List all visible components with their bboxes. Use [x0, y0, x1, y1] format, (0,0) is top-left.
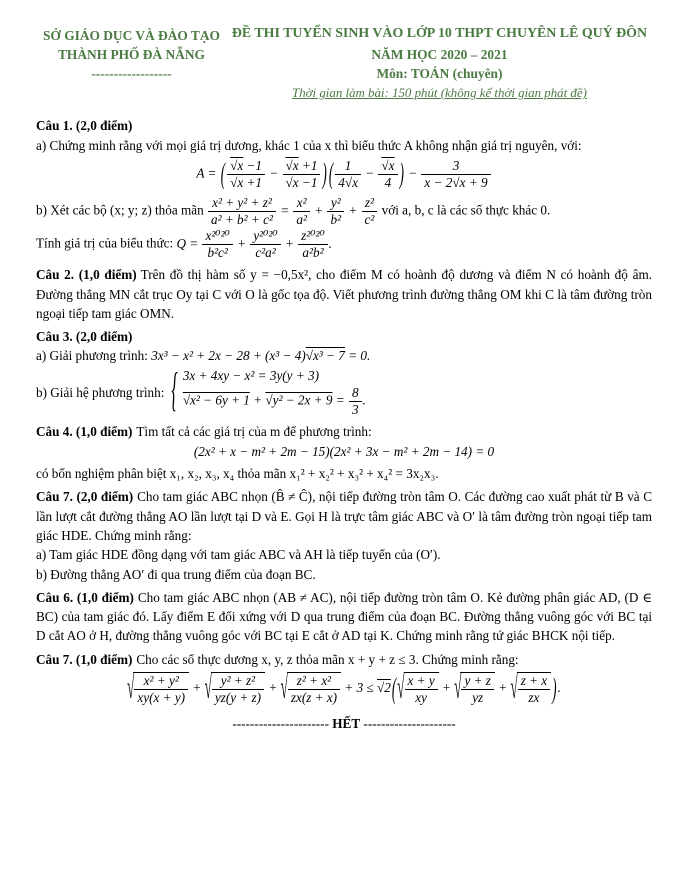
math-token: +1	[298, 157, 318, 173]
math-token: +	[192, 679, 202, 695]
numerator: y²⁰²⁰	[250, 228, 280, 245]
fraction	[226, 158, 266, 191]
math-token: +	[348, 202, 358, 218]
radical-expression: √x	[230, 174, 244, 190]
radical-expression: √x	[344, 174, 358, 190]
math-token: −	[365, 165, 375, 181]
section-cau-6	[36, 588, 652, 646]
cau-4-outro: có bốn nghiệm phân biệt x₁, x₂, x₃, x₄ thỏa mãn x₁² + x₂² + x₃² + x₄² = 3x₂x₃.	[36, 466, 439, 482]
cau-1a-formula	[36, 158, 652, 191]
school-year: NĂM HỌC 2020 – 2021	[371, 46, 508, 62]
cau-4-formula	[36, 444, 652, 460]
fraction	[207, 195, 277, 228]
radical-expression: √x	[452, 174, 466, 190]
denominator: xy(x + y)	[137, 689, 186, 705]
cau-6-text: Cho tam giác ABC nhọn (AB ≠ AC), nội tiếp đường tròn tâm O. Kẻ đường phân giác AD, (D ∈ BC) của tam giác đó. Lấy điểm E đối xứng với D qua trung điểm của đoạn BC. Đường thẳng vuông góc với BC tại D cắt AO ở H, đường thẳng vuông góc với BC tại E cắt ở AD tại K. Chứng minh rằng tứ giác BHCK nội tiếp.	[36, 589, 652, 644]
numerator: y² + z²	[212, 673, 264, 690]
fraction	[133, 673, 189, 706]
numerator: x + y	[405, 673, 438, 690]
fraction	[287, 673, 341, 706]
denominator: yz	[472, 689, 484, 705]
math-token: +	[284, 235, 294, 251]
numerator	[378, 158, 397, 175]
fraction	[460, 673, 494, 706]
cau-7b-intro: Cho các số thực dương x, y, z thỏa mãn x + y + z ≤ 3. Chứng minh rằng:	[136, 651, 519, 667]
cau-1-q-formula	[176, 228, 333, 261]
numerator: x² + y²	[134, 673, 188, 690]
section-cau-2	[36, 265, 652, 323]
cau-4-statement	[36, 422, 652, 441]
denominator: c²	[364, 212, 375, 228]
numerator: 8	[349, 385, 362, 402]
fraction	[282, 158, 322, 191]
cau-7b-heading: Câu 7. (1,0 điểm)	[36, 651, 133, 667]
cau-7a-text: Cho tam giác ABC nhọn (B̂ ≠ Ĉ), nội tiếp đường tròn tâm O. Các đường cao xuất phát từ B và C lần lượt cắt đường thẳng AO lần lượt tại D và E. Gọi H là trực tâm giác ABC và O′ là tâm đường tròn ngoại tiếp tam giác HDE. Chứng minh rằng:	[36, 489, 652, 543]
numerator: y²	[327, 195, 344, 212]
cau-1-q-statement	[36, 228, 652, 261]
radical-expression: √x	[381, 157, 395, 173]
cau-7a-statement	[36, 487, 652, 545]
cau-1-heading: Câu 1. (2,0 điểm)	[36, 118, 133, 134]
issuer-line-2: THÀNH PHỐ ĐÀ NẴNG	[58, 46, 205, 62]
cau-3b-pre: b) Giải hệ phương trình:	[36, 384, 165, 400]
denominator: a²b²	[302, 245, 324, 261]
issuer-line-1: SỞ GIÁO DỤC VÀ ĐÀO TẠO	[42, 28, 220, 43]
denominator	[335, 175, 361, 191]
radical-bar	[211, 672, 265, 706]
math-token: −1	[298, 174, 318, 190]
exam-info-block	[227, 24, 652, 103]
math-token: 4	[338, 174, 345, 190]
denominator: c²a²	[255, 245, 276, 261]
cau-7b-statement	[36, 650, 652, 669]
section-cau-3	[36, 327, 652, 418]
radical-expression: √x	[285, 157, 299, 173]
numerator: x²⁰²⁰	[202, 228, 232, 245]
denominator: 3	[351, 401, 359, 417]
numerator: z + x	[518, 673, 550, 690]
issuer-divider: ------------------	[91, 65, 172, 81]
denominator: zx	[528, 689, 540, 705]
section-cau-7a	[36, 487, 652, 583]
paren: (	[391, 670, 397, 705]
cau-4-intro: Tìm tất cả các giá trị của m để phương trình:	[136, 423, 372, 439]
radical-expression: √x² − 6y + 1	[182, 392, 250, 408]
denominator	[283, 175, 321, 191]
math-token: −1	[243, 157, 263, 173]
sqrt-term	[204, 667, 266, 706]
fraction	[326, 195, 345, 228]
fraction	[404, 673, 439, 706]
radical-sign: √	[454, 667, 462, 706]
fraction	[361, 195, 379, 228]
cau-1b-pre: b) Xét các bộ (x; y; z) thỏa mãn	[36, 202, 204, 218]
fraction	[348, 385, 363, 418]
paren: (	[328, 156, 334, 191]
cau-7a-part-a: a) Tam giác HDE đồng dạng với tam giác ABC và AH là tiếp tuyến của (O′).	[36, 547, 441, 563]
denominator: 4	[384, 174, 392, 190]
paren: (	[220, 156, 226, 191]
sqrt-term	[397, 667, 438, 706]
math-token: 3x³ − x² + 2x − 28 + (x³ − 4)	[151, 348, 306, 364]
fraction	[211, 673, 265, 706]
math-token: .	[328, 235, 333, 251]
math-token: + 3 ≤	[344, 679, 377, 695]
cau-1b-post: với a, b, c là các số thực khác 0.	[381, 202, 551, 218]
math-token: .	[557, 679, 561, 695]
section-cau-4	[36, 422, 652, 484]
cau-3a-pre: a) Giải phương trình:	[36, 348, 148, 364]
radical-sign: √	[397, 667, 405, 706]
paren: )	[399, 156, 404, 191]
cau-1b-formula	[207, 195, 382, 228]
math-token: .	[362, 392, 366, 408]
numerator	[283, 158, 321, 175]
cau-7a-part-b: b) Đường thẳng AO′ đi qua trung điểm của đoạn BC.	[36, 566, 316, 582]
fraction	[297, 228, 329, 261]
numerator: x² + y² + z²	[208, 195, 276, 212]
cau-1a-statement: a) Chứng minh rằng với mọi giá trị dương, khác 1 của x thì biểu thức A không nhận giá trị nguyên, với:	[36, 137, 582, 153]
issuer-block	[36, 24, 227, 103]
cau-6-statement	[36, 588, 652, 646]
math-token: +	[442, 679, 451, 695]
denominator: b²c²	[207, 245, 228, 261]
system-brace: {	[171, 365, 178, 417]
numerator: z² + x²	[288, 673, 340, 690]
fraction	[517, 673, 551, 706]
cau-3b-statement	[36, 365, 652, 418]
math-token: +	[268, 679, 278, 695]
radical-bar	[287, 672, 341, 706]
denominator: yz(y + z)	[214, 689, 262, 705]
cau-7b-formula	[36, 667, 652, 706]
denominator: a² + b² + c²	[211, 212, 273, 228]
radical-sign: √	[204, 667, 212, 706]
cau-6-heading: Câu 6. (1,0 điểm)	[36, 589, 134, 605]
numerator	[227, 158, 265, 175]
radical-bar	[460, 672, 494, 706]
radical-expression: √2	[377, 679, 391, 695]
section-cau-7b	[36, 650, 652, 706]
fraction	[249, 228, 281, 261]
cau-2-heading: Câu 2. (1,0 điểm)	[36, 267, 137, 283]
sqrt-term	[280, 667, 342, 706]
math-token: −	[408, 165, 418, 181]
system-line-1: 3x + 4xy − x² = 3y(y + 3)	[182, 367, 320, 383]
math-token: =	[332, 392, 348, 408]
math-token: +	[249, 392, 266, 408]
footer-dashes-left: ----------------------	[232, 716, 329, 732]
denominator	[421, 175, 490, 191]
math-token: +	[314, 202, 324, 218]
math-token: +	[498, 679, 508, 695]
denominator: xy	[415, 689, 427, 705]
radical-bar	[404, 672, 439, 706]
math-token: +1	[243, 174, 263, 190]
paren: )	[552, 670, 557, 705]
denominator: a²	[296, 212, 307, 228]
cau-3a-formula	[151, 348, 370, 363]
denominator	[227, 175, 265, 191]
subject-line: Môn: TOÁN (chuyên)	[376, 66, 503, 82]
math-token: =	[280, 202, 290, 218]
radical-bar	[517, 672, 551, 706]
cau-7a-heading: Câu 7. (2,0 điểm)	[36, 489, 134, 505]
cau-2-text: Trên đồ thị hàm số y = −0,5x², cho điểm M có hoành độ dương và điểm N có hoành độ âm. Đường thẳng MN cắt trục Oy tại C với O là gốc tọa độ. Viết phương trình đường thẳng OM khi C là tâm đường tròn ngoại tiếp tam giác OMN.	[36, 267, 652, 321]
numerator: x²	[293, 195, 310, 212]
fraction	[377, 158, 398, 191]
sqrt-term	[127, 667, 189, 706]
radical-sign: √	[510, 667, 518, 706]
footer	[36, 716, 652, 732]
cau-2-statement	[36, 265, 652, 323]
het-label: HẾT	[332, 716, 361, 732]
footer-dashes-right: ---------------------	[363, 716, 456, 732]
radical-expression: √x	[285, 174, 299, 190]
numerator: z²⁰²⁰	[298, 228, 328, 245]
denominator: b²	[330, 212, 342, 228]
cau-1-q-pre: Tính giá trị của biểu thức:	[36, 235, 174, 251]
math-token: x − 2	[424, 174, 453, 190]
fraction	[292, 195, 311, 228]
cau-4-heading: Câu 4. (1,0 điểm)	[36, 423, 133, 439]
sqrt-term	[510, 667, 551, 706]
cau-3-heading: Câu 3. (2,0 điểm)	[36, 329, 133, 345]
denominator: zx(z + x)	[290, 689, 338, 705]
math-token: Q =	[176, 235, 199, 251]
cau-1b-statement	[36, 195, 652, 228]
cau-3a-statement	[36, 346, 652, 365]
section-cau-1	[36, 116, 652, 261]
numerator: z²	[362, 195, 378, 212]
system-line-2	[183, 385, 366, 418]
radical-expression: √x³ − 7	[305, 348, 345, 364]
math-token: (2x² + x − m² + 2m − 15)(2x² + 3x − m² + 2m − 14) = 0	[193, 444, 495, 460]
system-equations	[183, 368, 366, 418]
math-token: = 0.	[344, 348, 371, 364]
sqrt-term	[454, 667, 495, 706]
paren: )	[322, 156, 327, 191]
radical-expression: √y² − 2x + 9	[265, 392, 333, 408]
numerator: 1	[335, 158, 361, 175]
numerator: 3	[421, 158, 490, 175]
radical-bar	[133, 672, 189, 706]
exam-title: ĐỀ THI TUYỂN SINH VÀO LỚP 10 THPT CHUYÊN LÊ QUÝ ĐÔN	[231, 26, 648, 41]
fraction	[201, 228, 233, 261]
page-header	[36, 24, 652, 103]
math-token: +	[237, 235, 247, 251]
numerator: y + z	[461, 673, 493, 690]
math-token: + 9	[465, 174, 488, 190]
fraction	[334, 158, 362, 191]
radical-sign: √	[127, 667, 135, 706]
math-token: −	[269, 165, 279, 181]
radical-expression: √x	[230, 157, 244, 173]
cau-3b-system	[171, 365, 366, 418]
math-token: A =	[196, 165, 217, 181]
time-limit-line: Thời gian làm bài: 150 phút (không kể thời gian phát đề)	[292, 86, 587, 101]
fraction	[420, 158, 491, 191]
radical-sign: √	[280, 667, 288, 706]
